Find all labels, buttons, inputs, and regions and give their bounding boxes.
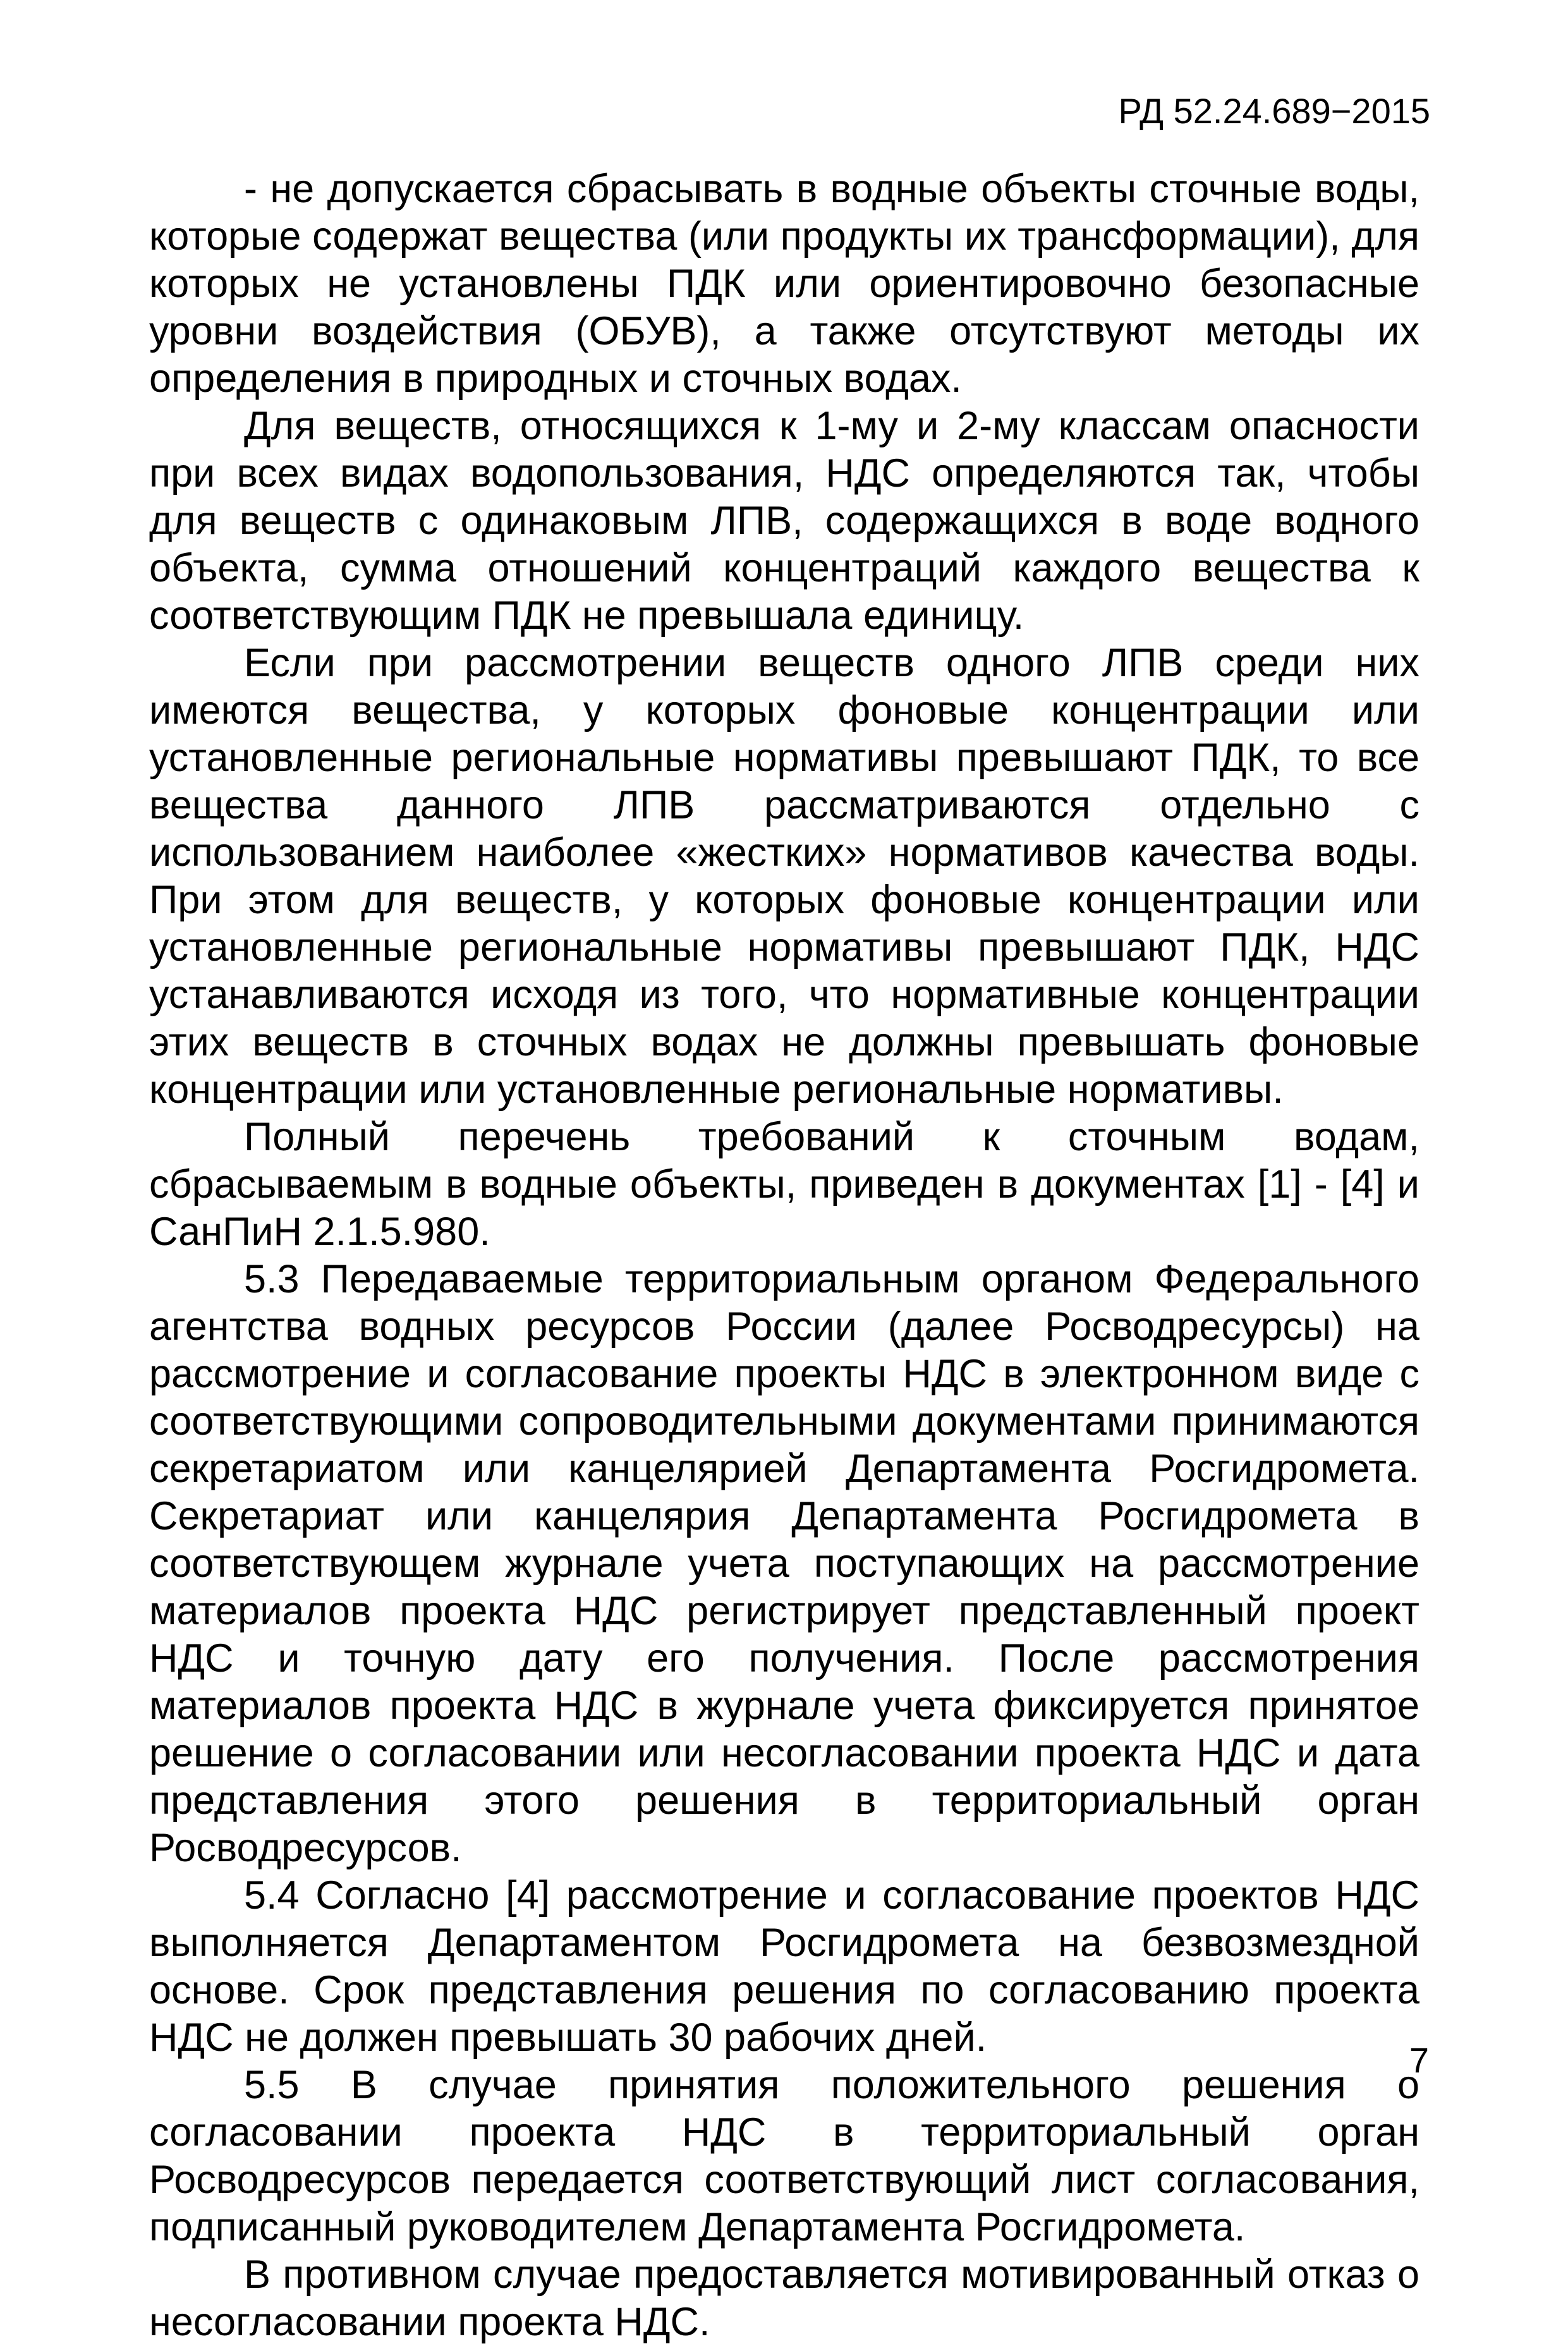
document-body: [149, 166, 1419, 2346]
paragraph-background-concentrations: Если при рассмотрении веществ одного ЛПВ среди них имеются вещества, у которых фоновые концентрации или установленные региональные нормативы превышают ПДК, то все вещества данного ЛПВ рассматриваются отдельно с использованием наиболее «жестких» нормативов качества воды. При этом для веществ, у которых фоновые концентрации или установленные региональные нормативы превышают ПДК, НДС устанавливаются исходя из того, что нормативные концентрации этих веществ в сточных водах не должны превышать фоновые концентрации или установленные региональные нормативы.: [149, 641, 1419, 1112]
paragraph-wastewater-restriction: - не допускается сбрасывать в водные объекты сточные воды, которые содержат вещества (или продукты их трансформации), для которых не установлены ПДК или ориентировочно безопасные уровни воздействия (ОБУВ), а также отсутствуют методы их определения в природных и сточных водах.: [149, 167, 1419, 401]
paragraph-requirements-list: Полный перечень требований к сточным водам, сбрасываемым в водные объекты, приведен в документах [1] - [4] и СанПиН 2.1.5.980.: [149, 1115, 1419, 1254]
page-number: 7: [1409, 2040, 1429, 2080]
paragraph-refusal: В противном случае предоставляется мотивированный отказ о несогласовании проекта НДС.: [149, 2252, 1419, 2344]
paragraph-section-5-5: 5.5 В случае принятия положительного решения о согласовании проекта НДС в территориальный орган Росводресурсов передается соответствующий лист согласования, подписанный руководителем Департамента Росгидромета.: [149, 2063, 1419, 2249]
paragraph-hazard-class-substances: Для веществ, относящихся к 1-му и 2-му классам опасности при всех видах водопользования, НДС определяются так, чтобы для веществ с одинаковым ЛПВ, содержащихся в воде водного объекта, сумма отношений концентраций каждого вещества к соответствующим ПДК не превышала единицу.: [149, 404, 1419, 638]
document-code-header: РД 52.24.689−2015: [1118, 91, 1430, 131]
paragraph-section-5-4: 5.4 Согласно [4] рассмотрение и согласование проектов НДС выполняется Департаментом Росгидромета на безвозмездной основе. Срок представления решения по согласованию проекта НДС не должен превышать 30 рабочих дней.: [149, 1873, 1419, 2060]
paragraph-section-5-3: 5.3 Передаваемые территориальным органом Федерального агентства водных ресурсов России (далее Росводресурсы) на рассмотрение и согласование проекты НДС в электронном виде с соответствующими сопроводительными документами принимаются секретариатом или канцелярией Департамента Росгидромета. Секретариат или канцелярия Департамента Росгидромета в соответствующем журнале учета поступающих на рассмотрение материалов проекта НДС регистрирует представленный проект НДС и точную дату его получения. После рассмотрения материалов проекта НДС в журнале учета фиксируется принятое решение о согласовании или несогласовании проекта НДС и дата представления этого решения в территориальный орган Росводресурсов.: [149, 1257, 1419, 1870]
